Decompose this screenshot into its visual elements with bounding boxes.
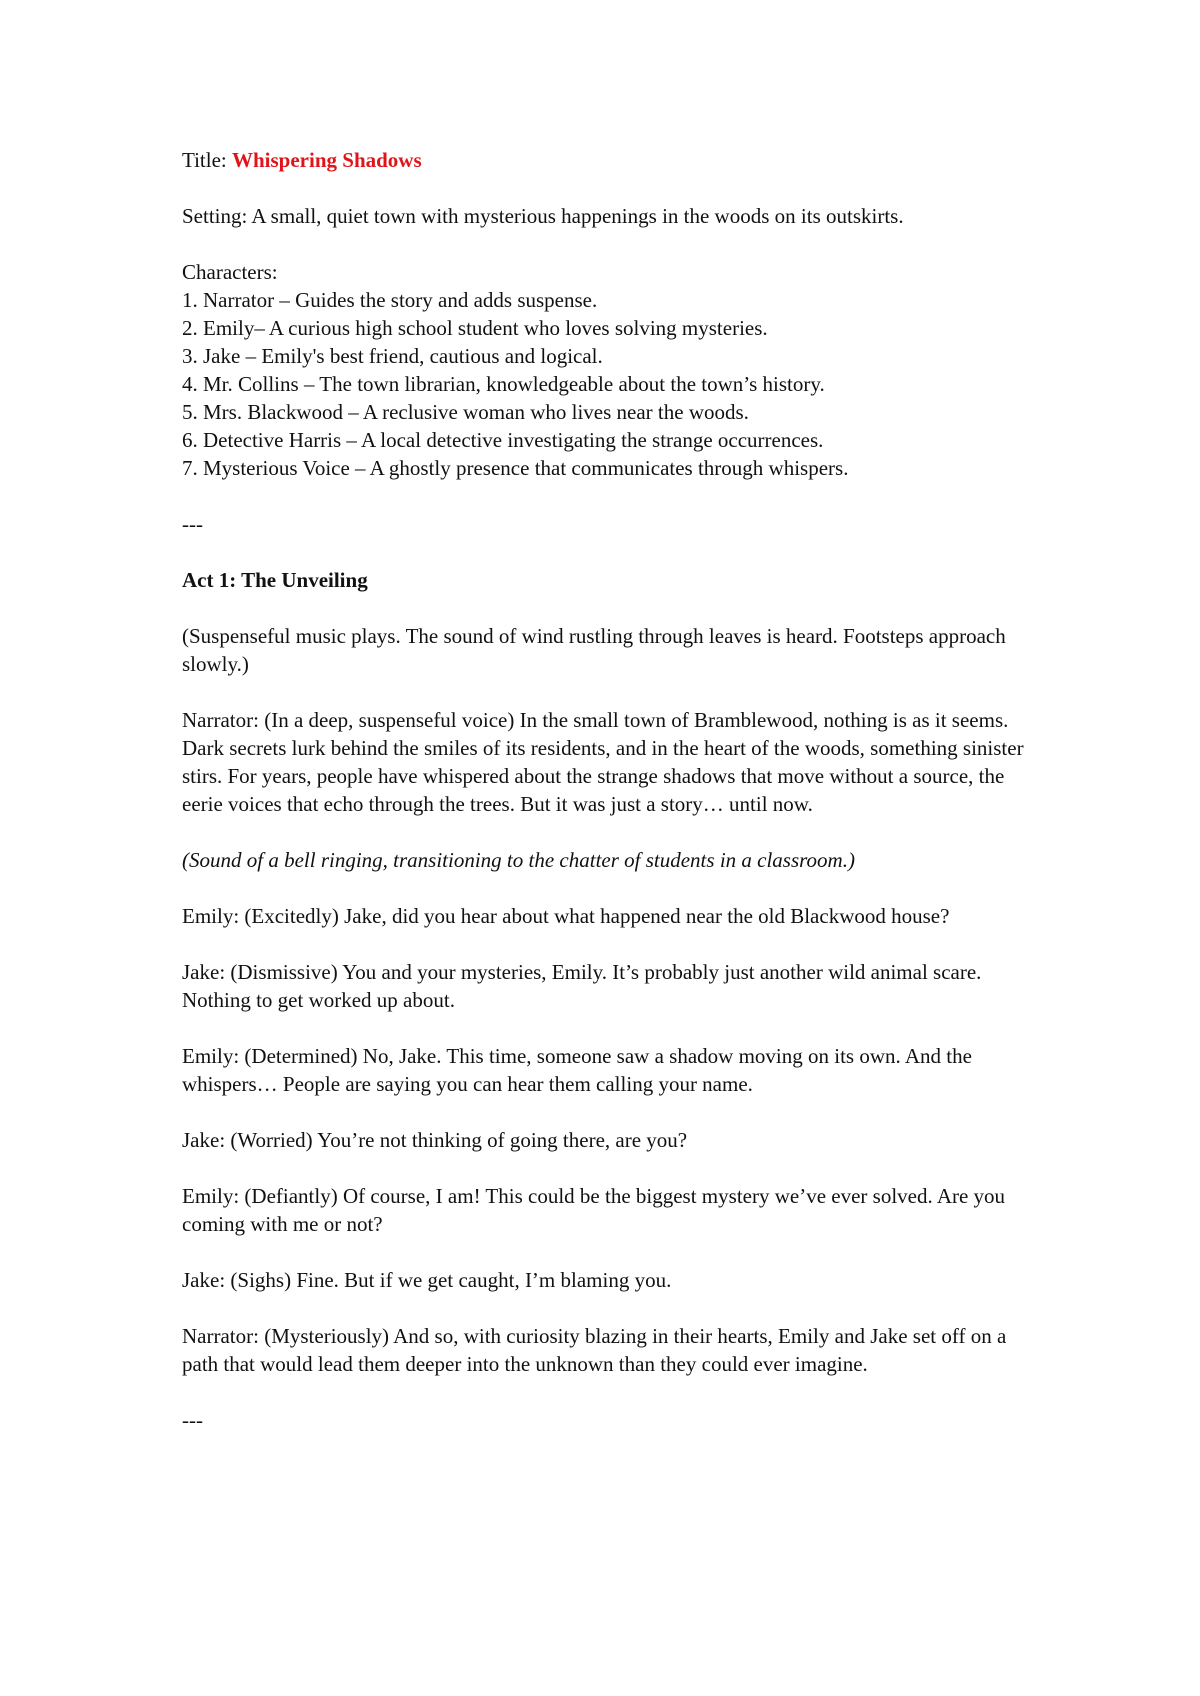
character-item: 2. Emily– A curious high school student who loves solving mysteries. <box>182 316 768 340</box>
setting-paragraph: Setting: A small, quiet town with mysterious happenings in the woods on its outskirts. <box>182 204 904 228</box>
title-line <box>182 146 1042 174</box>
dialogue-line: Emily: (Excitedly) Jake, did you hear about what happened near the old Blackwood house? <box>182 904 950 928</box>
characters-section <box>182 258 1042 482</box>
character-item: 5. Mrs. Blackwood – A reclusive woman who lives near the woods. <box>182 400 749 424</box>
document-title: Whispering Shadows <box>232 148 422 172</box>
character-item: 7. Mysterious Voice – A ghostly presence that communicates through whispers. <box>182 456 849 480</box>
characters-heading: Characters: <box>182 260 278 284</box>
dialogue-line: Emily: (Defiantly) Of course, I am! This could be the biggest mystery we’ve ever solved. Are you coming with me or not? <box>182 1184 1006 1236</box>
character-item: 4. Mr. Collins – The town librarian, knowledgeable about the town’s history. <box>182 372 825 396</box>
section-separator: --- <box>182 512 203 536</box>
dialogue-line: Jake: (Worried) You’re not thinking of going there, are you? <box>182 1128 688 1152</box>
document-body <box>182 146 1042 1462</box>
character-item: 6. Detective Harris – A local detective investigating the strange occurrences. <box>182 428 824 452</box>
dialogue-line: Emily: (Determined) No, Jake. This time, someone saw a shadow moving on its own. And the whispers… People are saying you can hear them calling your name. <box>182 1044 972 1096</box>
section-separator: --- <box>182 1408 203 1432</box>
dialogue-line: Jake: (Dismissive) You and your mysteries, Emily. It’s probably just another wild animal scare. Nothing to get worked up about. <box>182 960 982 1012</box>
stage-direction: (Suspenseful music plays. The sound of wind rustling through leaves is heard. Footsteps approach slowly.) <box>182 624 1006 676</box>
narrator-paragraph: Narrator: (In a deep, suspenseful voice) In the small town of Bramblewood, nothing is as it seems. Dark secrets lurk behind the smiles of its residents, and in the heart of the woods, something sinister stirs. For years, people have whispered about the strange shadows that move without a source, the eerie voices that echo through the trees. But it was just a story… until now. <box>182 708 1024 816</box>
act-heading: Act 1: The Unveiling <box>182 568 368 592</box>
character-item: 3. Jake – Emily's best friend, cautious and logical. <box>182 344 603 368</box>
title-label: Title: <box>182 148 227 172</box>
dialogue-line: Jake: (Sighs) Fine. But if we get caught, I’m blaming you. <box>182 1268 672 1292</box>
stage-direction-italic: (Sound of a bell ringing, transitioning to the chatter of students in a classroom.) <box>182 848 855 872</box>
character-item: 1. Narrator – Guides the story and adds suspense. <box>182 288 598 312</box>
dialogue-line: Narrator: (Mysteriously) And so, with curiosity blazing in their hearts, Emily and Jake set off on a path that would lead them deeper into the unknown than they could ever imagine. <box>182 1324 1007 1376</box>
